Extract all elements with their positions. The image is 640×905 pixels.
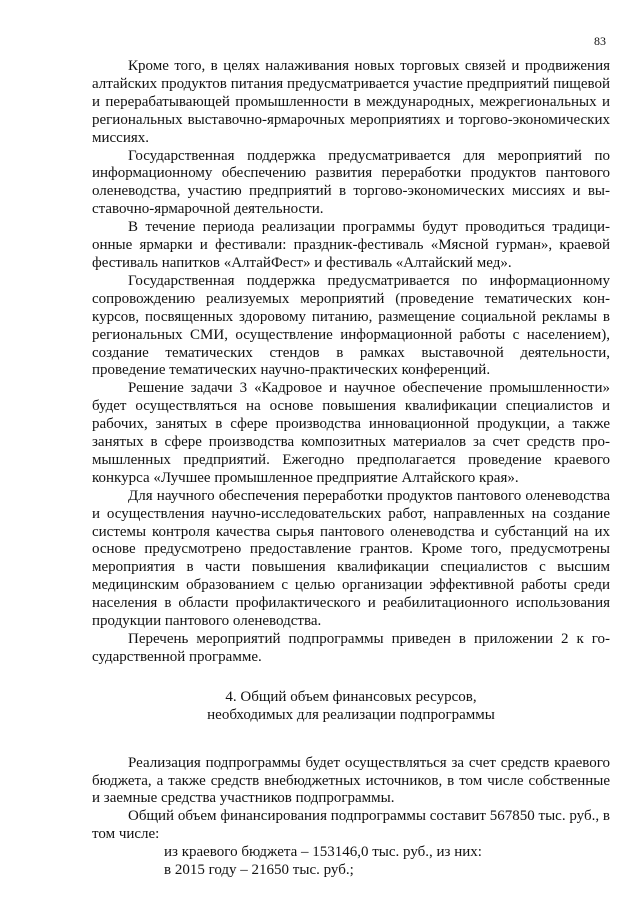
paragraph: В течение периода реализации программы будут проводиться традиционные ярмарки и фестивали: праздник-фестиваль «Мясной гурман», краевой фестиваль напитков «АлтайФест» и фестиваль «Алтайский мед».: [92, 219, 610, 271]
funding-line: из краевого бюджета – 153146,0 тыс. руб., из них:: [164, 844, 482, 861]
paragraph: Реализация подпрограммы будет осуществляться за счет средств краевого бюджета, а также средств внебюджетных источников, в том числе собственные и заемные средства участников подпрограммы.: [92, 754, 610, 807]
body-text: [92, 58, 610, 880]
paragraph: Государственная поддержка предусматривается для мероприятий по информационному обеспечению развития переработки продуктов пантового оленеводства, участию предприятий в торгово-экономических миссиях и выставочно-ярмарочной деятельности.: [92, 147, 610, 218]
section-heading-line: необходимых для реализации подпрограммы: [207, 706, 495, 723]
page-number: 83: [594, 34, 606, 48]
section-heading: [92, 689, 610, 725]
paragraph: Для научного обеспечения переработки продуктов пантового оленеводства и осуществления научно-исследовательских работ, направленных на создание системы контроля качества сырья пантового оленеводства и субстанций на их основе предусмотрено предоставление грантов. Кроме того, предусмотрены мероприятия в части повышения квалификации специалистов с высшим медицинским образованием с целью организации эффективной работы среди населения в области профилактического и реабилитационного использования продукции пантового оленеводства.: [92, 487, 610, 630]
funding-line: в 2015 году – 21650 тыс. руб.;: [164, 862, 354, 879]
paragraph: Решение задачи 3 «Кадровое и научное обеспечение промышленности» будет осуществляться на основе повышения квалификации специалистов и рабочих, занятых в сфере производства инновационной продукции, а также занятых в сфере производства композитных материалов за счет средств промышленных предприятий. Ежегодно предполагается проведение краевого конкурса «Лучшее промышленное предприятие Алтайского края».: [92, 380, 610, 486]
paragraph: Перечень мероприятий подпрограммы приведен в приложении 2 к государственной программе.: [92, 631, 610, 665]
paragraph: Государственная поддержка предусматривается по информационному сопровождению реализуемых мероприятий (проведение тематических конкурсов, посвященных здоровому питанию, размещение социальной рекламы в региональных СМИ, осуществление информационной работы с населением), создание тематических стендов в рамках выставочной деятельности, проведение тематических научно-практических конференций.: [92, 272, 610, 379]
section-heading-line: 4. Общий объем финансовых ресурсов,: [225, 688, 477, 705]
paragraph: Кроме того, в целях налаживания новых торговых связей и продвижения алтайских продуктов питания предусматривается участие предприятий пищевой и перерабатывающей промышленности в международных, межрегиональных и региональных выставочно-ярмарочных мероприятиях и торгово-экономических миссиях.: [92, 58, 610, 146]
paragraph: Общий объем финансирования подпрограммы составит 567850 тыс. руб., в том числе:: [92, 808, 610, 843]
